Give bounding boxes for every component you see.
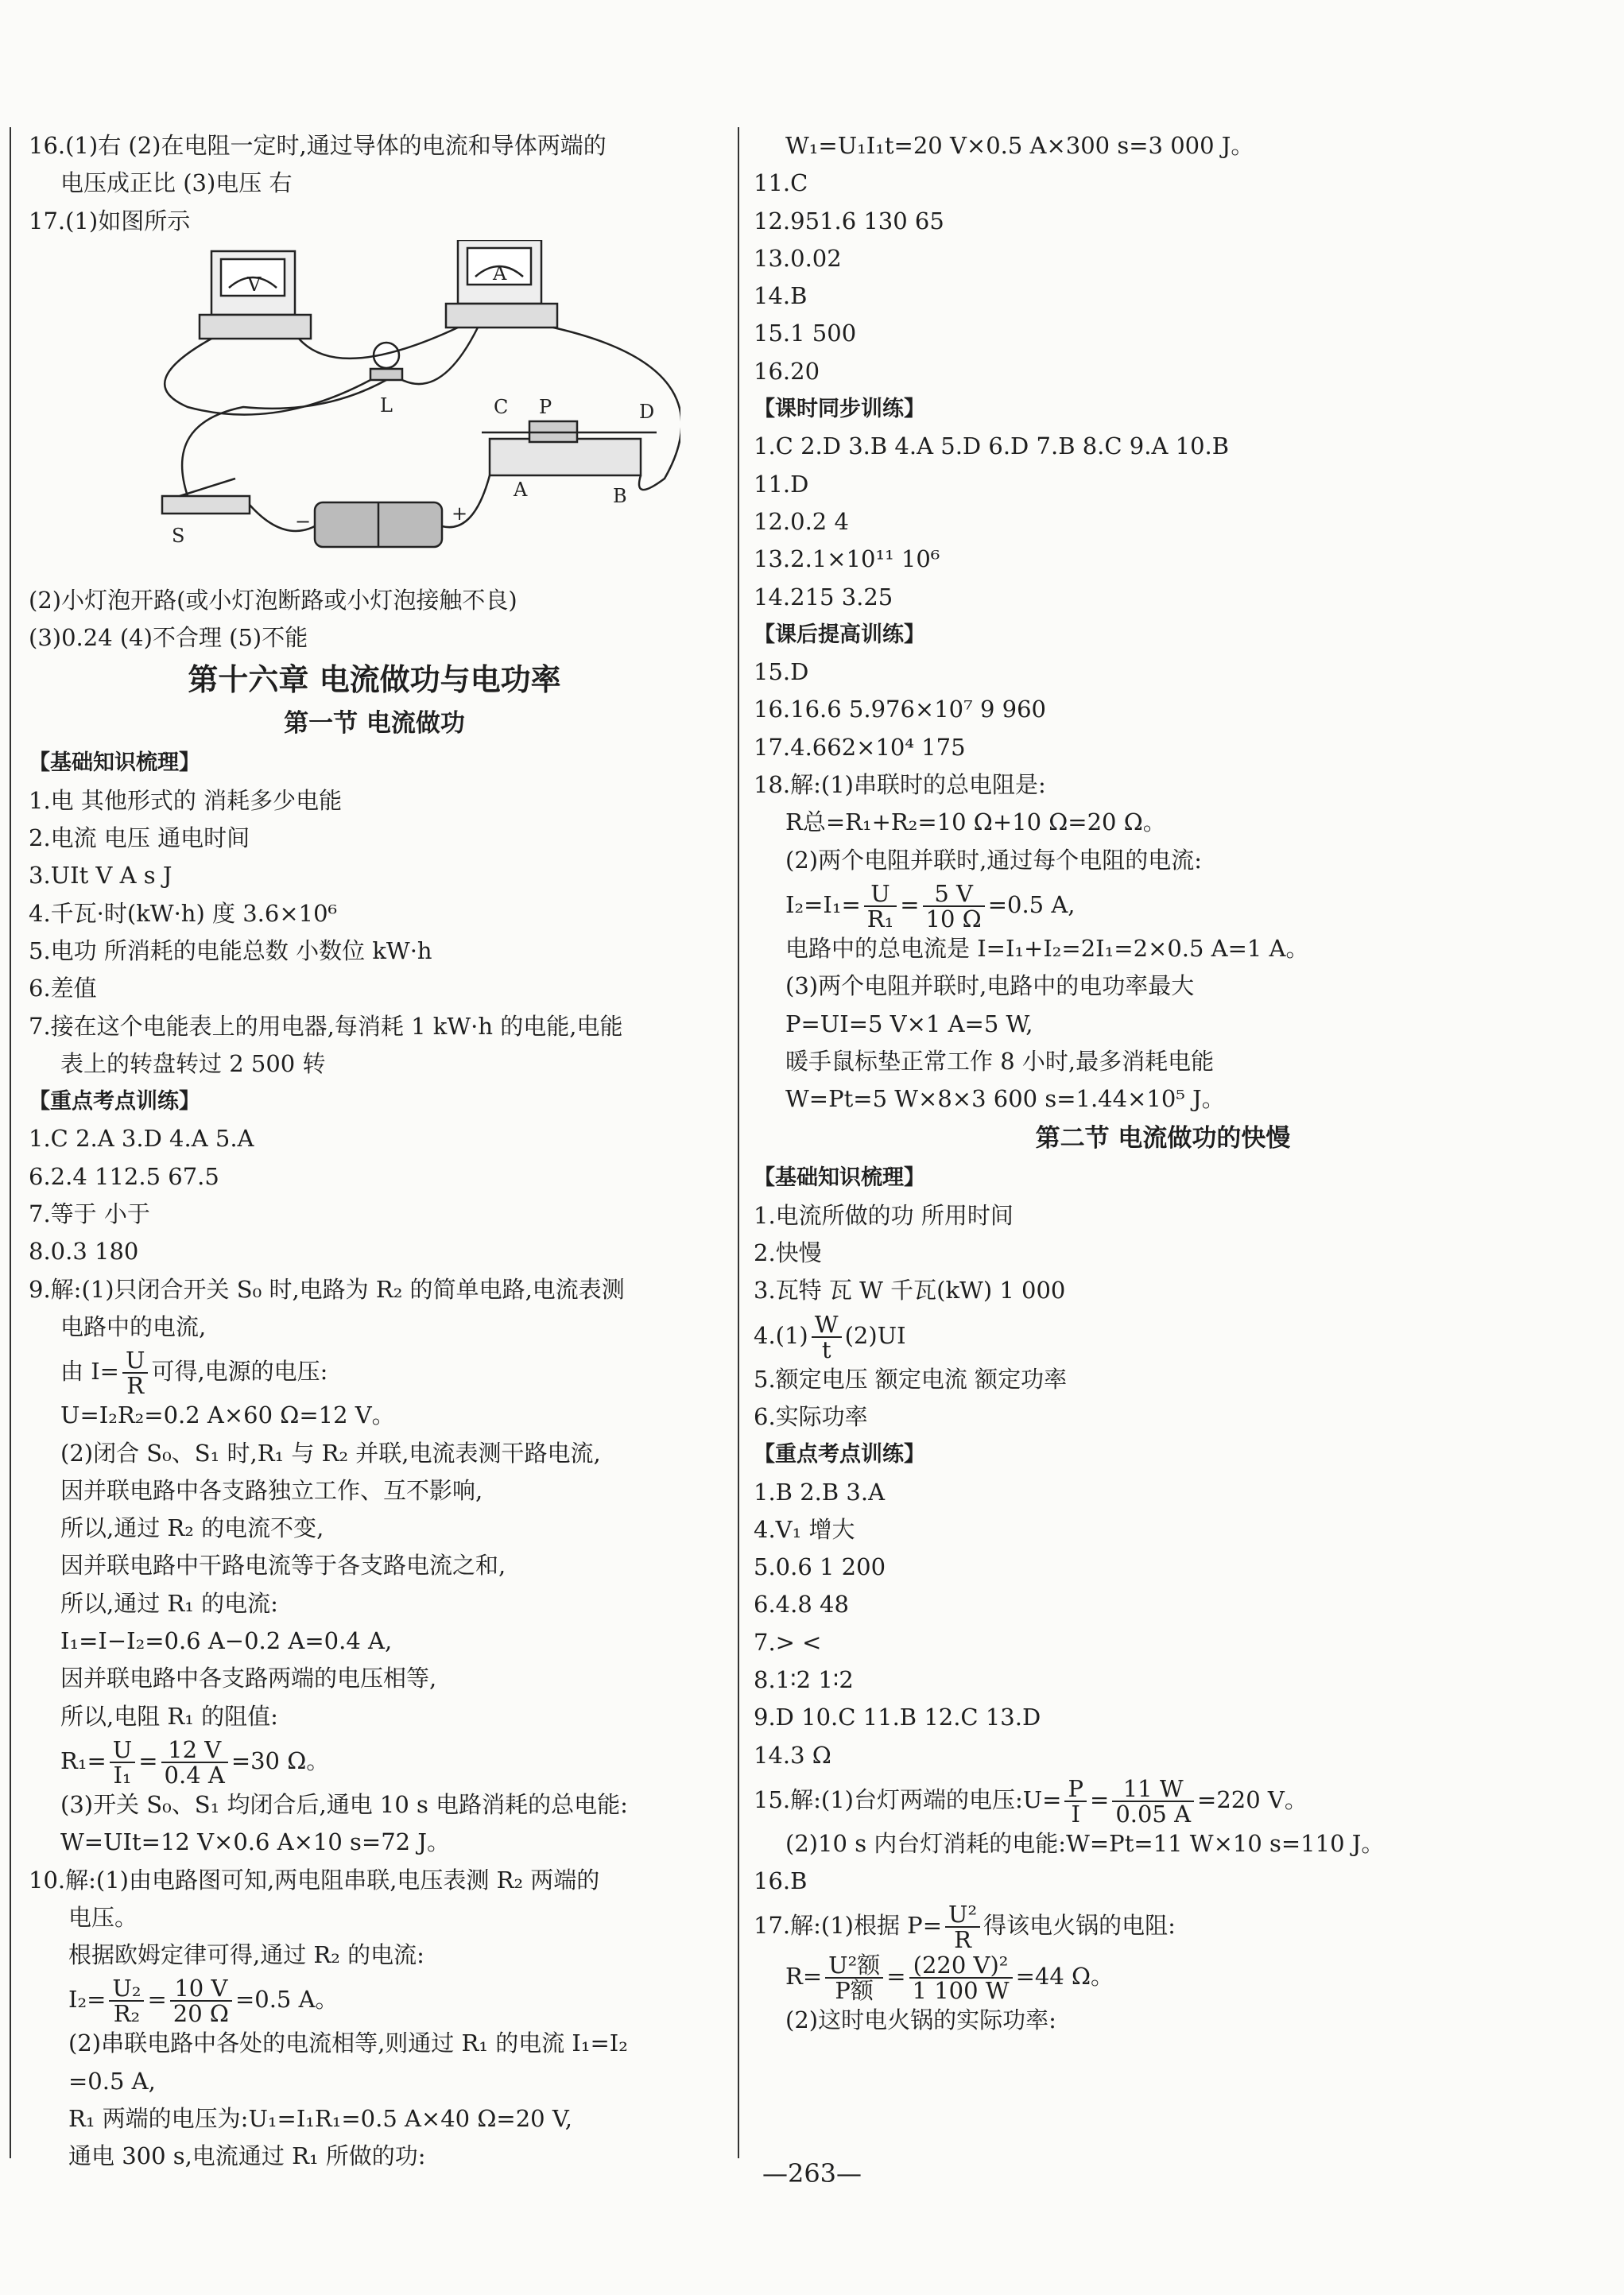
answer-line: W=Pt=5 W×8×3 600 s=1.44×10⁵ J。 [785, 1085, 1225, 1113]
answer-line: (2)闭合 S₀、S₁ 时,R₁ 与 R₂ 并联,电流表测干路电流, [60, 1439, 601, 1467]
circuit-diagram [156, 240, 680, 582]
answer-line: 6.实际功率 [754, 1402, 868, 1430]
formula-line [754, 1310, 1572, 1361]
numerator: 12 V [161, 1738, 228, 1763]
formula-text: =0.5 A, [987, 890, 1076, 918]
terminal-c-label: C [494, 395, 509, 418]
fraction [812, 1312, 842, 1362]
fraction [1064, 1774, 1087, 1828]
column-divider [10, 127, 11, 2158]
formula-line [754, 1774, 1572, 1828]
terminal-d-label: D [639, 400, 655, 423]
formula-text: R= [785, 1963, 823, 1991]
numerator: P [1064, 1777, 1087, 1802]
answer-line: 暖手鼠标垫正常工作 8 小时,最多消耗电能 [785, 1047, 1215, 1075]
answer-line: 9.解:(1)只闭合开关 S₀ 时,电路为 R₂ 的简单电路,电流表测 [29, 1275, 625, 1303]
voltmeter-label: V [247, 273, 262, 296]
right-column [754, 127, 1572, 2040]
page-number: —263— [762, 2158, 862, 2188]
answer-line: (3)0.24 (4)不合理 (5)不能 [29, 624, 308, 652]
denominator: t [821, 1336, 831, 1363]
denominator: R [954, 1926, 971, 1954]
answer-line: 电路中的总电流是 I=I₁+I₂=2I₁=2×0.5 A=1 A。 [785, 934, 1309, 962]
subsection-heading: 【重点考点训练】 [754, 1442, 925, 1467]
answer-line: R总=R₁+R₂=10 Ω+10 Ω=20 Ω。 [785, 808, 1166, 836]
subsection-heading: 【基础知识梳理】 [29, 750, 200, 776]
answer-line: 3.瓦特 瓦 W 千瓦(kW) 1 000 [754, 1277, 1066, 1305]
formula-line [29, 1735, 720, 1789]
denominator: 10 Ω [925, 905, 982, 932]
fraction [170, 1976, 232, 2026]
denominator: I₁ [113, 1761, 132, 1789]
section-title: 第一节 电流做功 [284, 709, 465, 739]
answer-line: 11.C [754, 169, 808, 197]
subsection-heading: 【课后提高训练】 [754, 622, 925, 647]
answer-line: 13.0.02 [754, 244, 842, 272]
ammeter-label: A [493, 262, 507, 285]
answer-line: 3.UIt V A s J [29, 862, 172, 890]
terminal-a-label: A [514, 478, 528, 501]
switch-label: S [172, 524, 185, 547]
answer-line: 1.电 其他形式的 消耗多少电能 [29, 786, 343, 814]
answer-line: 因并联电路中干路电流等于各支路电流之和, [60, 1552, 506, 1580]
answer-line: I₁=I−I₂=0.6 A−0.2 A=0.4 A, [60, 1627, 393, 1655]
denominator: 1 100 W [912, 1977, 1010, 2005]
answer-line: W₁=U₁I₁t=20 V×0.5 A×300 s=3 000 J。 [785, 132, 1254, 159]
answer-line: 5.0.6 1 200 [754, 1553, 886, 1581]
denominator: R₂ [113, 2000, 141, 2028]
answer-line: 16.16.6 5.976×10⁷ 9 960 [754, 696, 1046, 723]
battery-minus-label: − [295, 510, 312, 533]
formula-text: I₂=I₁= [785, 890, 861, 918]
formula-text: = [900, 890, 920, 918]
denominator: I [1071, 1800, 1080, 1828]
answer-line: 所以,通过 R₂ 的电流不变, [60, 1514, 324, 1542]
denominator: P额 [835, 1977, 874, 2005]
terminal-b-label: B [613, 484, 627, 507]
answer-line: 16.B [754, 1867, 808, 1895]
numerator: W [812, 1312, 842, 1338]
answer-line: 14.215 3.25 [754, 583, 893, 611]
answer-line: 根据欧姆定律可得,通过 R₂ 的电流: [68, 1941, 424, 1969]
left-column [29, 127, 720, 2176]
fraction [110, 1735, 135, 1789]
numerator: U [122, 1348, 148, 1374]
numerator: (220 V)² [909, 1953, 1013, 1979]
answer-line: U=I₂R₂=0.2 A×60 Ω=12 V。 [60, 1401, 395, 1429]
answer-line: 9.D 10.C 11.B 12.C 13.D [754, 1704, 1041, 1731]
fraction [1112, 1774, 1194, 1828]
answer-line: 14.B [754, 282, 808, 310]
numerator: 10 V [170, 1976, 232, 2002]
formula-text: = [1090, 1785, 1110, 1813]
answer-line: (2)串联电路中各处的电流相等,则通过 R₁ 的电流 I₁=I₂ [68, 2029, 628, 2057]
answer-line: 15.D [754, 658, 809, 686]
answer-line: 表上的转盘转过 2 500 转 [60, 1049, 326, 1077]
answer-line: 17.4.662×10⁴ 175 [754, 733, 966, 761]
formula-text: (2)UI [844, 1321, 906, 1349]
denominator: R [126, 1372, 145, 1400]
answer-line: 16.20 [754, 357, 820, 385]
answer-line: 10.解:(1)由电路图可知,两电阻串联,电压表测 R₂ 两端的 [29, 1866, 600, 1894]
answer-line: W=UIt=12 V×0.6 A×10 s=72 J。 [60, 1828, 450, 1856]
answer-line: 1.C 2.A 3.D 4.A 5.A [29, 1125, 254, 1153]
answer-line: 2.快慢 [754, 1239, 822, 1267]
formula-line [29, 1974, 720, 2028]
formula-text: 得该电火锅的电阻: [983, 1912, 1176, 1940]
column-divider [738, 127, 739, 2158]
answer-line: (3)开关 S₀、S₁ 均闭合后,通电 10 s 电路消耗的总电能: [60, 1790, 628, 1818]
answer-line: 通电 300 s,电流通过 R₁ 所做的功: [68, 2142, 426, 2170]
fraction [825, 1952, 883, 2005]
answer-line: (2)这时电火锅的实际功率: [785, 2006, 1056, 2034]
answer-line: 因并联电路中各支路独立工作、互不影响, [60, 1476, 483, 1504]
circuit-figure [29, 240, 720, 582]
denominator: 0.4 A [164, 1761, 225, 1789]
answer-line: 1.C 2.D 3.B 4.A 5.D 6.D 7.B 8.C 9.A 10.B [754, 432, 1230, 460]
formula-line [754, 879, 1572, 930]
slider-p-label: P [539, 395, 552, 418]
subsection-heading: 【基础知识梳理】 [754, 1165, 925, 1191]
answer-line: 16.(1)右 (2)在电阻一定时,通过导体的电流和导体两端的 [29, 132, 607, 159]
formula-text: R₁= [60, 1746, 107, 1774]
answer-line: 14.3 Ω [754, 1741, 831, 1769]
formula-text: 17.解:(1)根据 P= [754, 1912, 942, 1940]
fraction [161, 1735, 228, 1789]
answer-line: 13.2.1×10¹¹ 10⁶ [754, 545, 940, 573]
fraction [109, 1976, 144, 2026]
denominator: 20 Ω [172, 2000, 229, 2028]
answer-line: 电压。 [68, 1903, 138, 1931]
answer-line: (2)小灯泡开路(或小灯泡断路或小灯泡接触不良) [29, 586, 517, 614]
fraction [923, 879, 985, 932]
numerator: 5 V [923, 882, 985, 907]
formula-text: =44 Ω。 [1015, 1963, 1114, 1991]
answer-line: 1.B 2.B 3.A [754, 1478, 886, 1506]
bulb-label: L [380, 393, 393, 417]
answer-line: (3)两个电阻并联时,电路中的电功率最大 [785, 972, 1195, 1000]
fraction [945, 1902, 980, 1952]
answer-line: 11.D [754, 470, 809, 498]
formula-text: = [886, 1963, 906, 1991]
answer-line: 4.千瓦·时(kW·h) 度 3.6×10⁶ [29, 899, 338, 927]
denominator: 0.05 A [1115, 1800, 1192, 1828]
answer-line: 8.1∶2 1∶2 [754, 1665, 854, 1693]
formula-text: = [147, 1986, 167, 2014]
answer-line: (2)10 s 内台灯消耗的电能:W=Pt=11 W×10 s=110 J。 [785, 1829, 1385, 1857]
answer-line: 17.(1)如图所示 [29, 207, 191, 235]
answer-line: 所以,通过 R₁ 的电流: [60, 1589, 278, 1617]
chapter-title: 第十六章 电流做功与电功率 [188, 662, 561, 698]
numerator: U₂ [109, 1976, 144, 2002]
answer-line: 6.4.8 48 [754, 1591, 849, 1619]
formula-text: 15.解:(1)台灯两端的电压:U= [754, 1785, 1062, 1813]
answer-line: R₁ 两端的电压为:U₁=I₁R₁=0.5 A×40 Ω=20 V, [68, 2104, 572, 2132]
subsection-heading: 【重点考点训练】 [29, 1089, 200, 1115]
formula-line [29, 1346, 720, 1400]
subsection-heading: 【课时同步训练】 [754, 397, 925, 422]
answer-line: 6.2.4 112.5 67.5 [29, 1162, 219, 1190]
answer-line: 6.差值 [29, 975, 97, 1002]
answer-line: 18.解:(1)串联时的总电阻是: [754, 771, 1046, 799]
section-title: 第二节 电流做功的快慢 [1035, 1124, 1291, 1153]
formula-line [754, 1951, 1572, 2005]
answer-line: (2)两个电阻并联时,通过每个电阻的电流: [785, 846, 1203, 874]
formula-text: =220 V。 [1197, 1785, 1308, 1813]
answer-line: 7.> < [754, 1628, 822, 1656]
numerator: U² [945, 1902, 980, 1928]
battery-plus-label: + [452, 502, 468, 525]
answer-line: 12.0.2 4 [754, 507, 849, 535]
answer-line: 1.电流所做的功 所用时间 [754, 1201, 1014, 1229]
formula-text: 4.(1) [754, 1321, 808, 1349]
formula-text: 由 I= [60, 1358, 119, 1386]
answer-line: 7.等于 小于 [29, 1200, 150, 1228]
answer-line: 所以,电阻 R₁ 的阻值: [60, 1702, 278, 1730]
numerator: U²额 [825, 1953, 883, 1979]
formula-text: 可得,电源的电压: [151, 1358, 328, 1386]
answer-line: =0.5 A, [68, 2067, 156, 2095]
answer-line: 5.额定电压 额定电流 额定功率 [754, 1365, 1068, 1393]
formula-text: = [138, 1746, 158, 1774]
formula-line [754, 1900, 1572, 1954]
answer-line: 2.电流 电压 通电时间 [29, 824, 250, 852]
numerator: U [110, 1738, 135, 1763]
formula-text: I₂= [68, 1986, 107, 2014]
numerator: 11 W [1112, 1777, 1194, 1802]
answer-line: 7.接在这个电能表上的用电器,每消耗 1 kW·h 的电能,电能 [29, 1012, 623, 1040]
answer-line: 因并联电路中各支路两端的电压相等, [60, 1665, 437, 1692]
answer-line: 15.1 500 [754, 320, 857, 347]
answer-line: 5.电功 所消耗的电能总数 小数位 kW·h [29, 936, 432, 964]
formula-text: =30 Ω。 [231, 1746, 330, 1774]
answer-line: 电路中的电流, [60, 1312, 207, 1340]
formula-text: =0.5 A。 [234, 1986, 339, 2014]
fraction [122, 1348, 148, 1398]
answer-line: 8.0.3 180 [29, 1238, 139, 1266]
fraction [864, 879, 897, 932]
answer-line: 12.951.6 130 65 [754, 207, 944, 235]
answer-line: P=UI=5 V×1 A=5 W, [785, 1010, 1033, 1037]
denominator: R₁ [866, 905, 894, 932]
answer-line: 电压成正比 (3)电压 右 [60, 169, 293, 197]
fraction [909, 1952, 1013, 2005]
answer-line: 4.V₁ 增大 [754, 1515, 855, 1543]
numerator: U [864, 882, 897, 907]
